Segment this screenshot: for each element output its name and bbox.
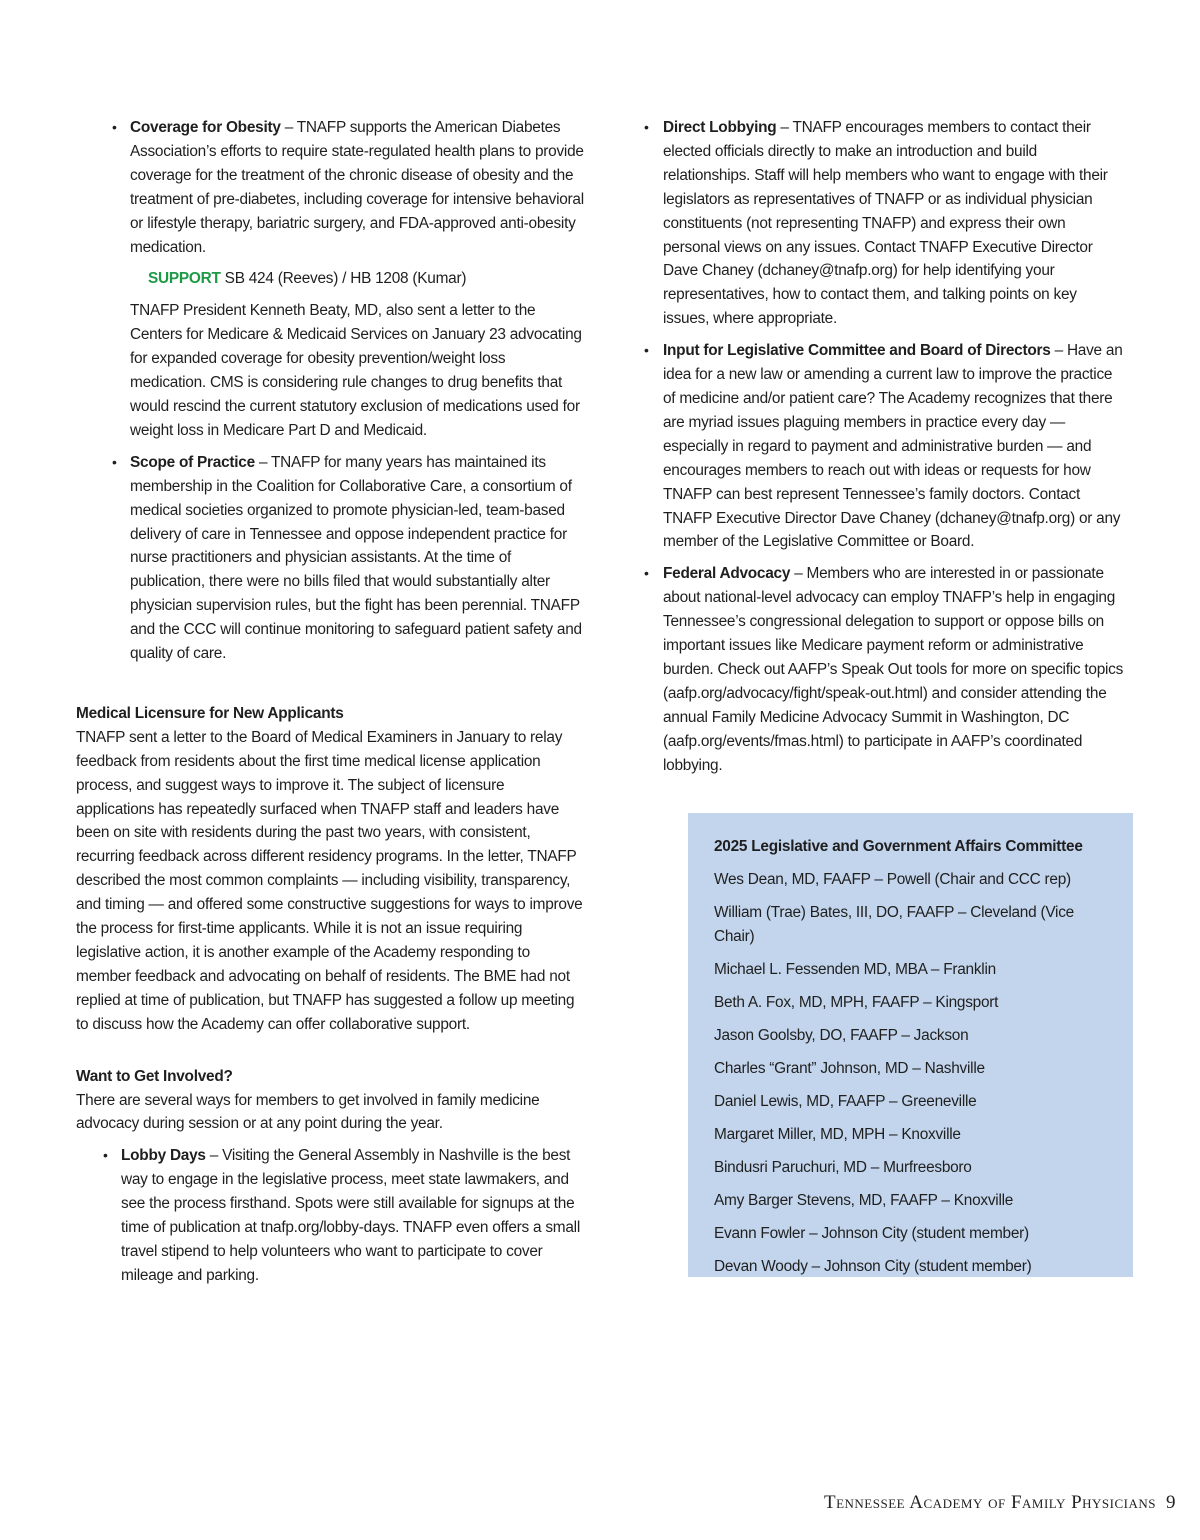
involved-heading: Want to Get Involved? xyxy=(76,1067,233,1085)
left-column xyxy=(76,116,584,1296)
support-label: SUPPORT xyxy=(148,270,221,288)
page-footer xyxy=(824,1492,1176,1514)
federal-advocacy-item xyxy=(636,562,1126,777)
direct-lobbying-text xyxy=(663,116,1126,331)
lobby-days-title: Lobby Days xyxy=(121,1147,206,1165)
page-number: 9 xyxy=(1166,1492,1176,1513)
federal-advocacy-body: – Members who are interested in or passionate about national-level advocacy can employ TNAFP’s help in engaging Tennessee’s congressional delegation to support or oppose bills on important issues like Medicare payment reform or administrative burden. Check out AAFP’s Speak Out tools for more on specific topics (aafp.org/advocacy/fight/speak-out.html) and consider attending the annual Family Medicine Advocacy Summit in Washington, DC (aafp.org/events/fmas.html) to participate in AAFP’s coordinated lobbying. xyxy=(663,565,1124,774)
bullet-icon: • xyxy=(644,565,649,582)
committee-member: Beth A. Fox, MD, MPH, FAAFP – Kingsport xyxy=(714,994,999,1011)
lobby-days-item xyxy=(76,1144,584,1287)
committee-title: 2025 Legislative and Government Affairs Committee xyxy=(714,838,1083,855)
direct-lobbying-body: – TNAFP encourages members to contact their elected officials directly to make an introduction and build relationships. Staff will help members who want to engage with their legislators as representatives of TNAFP or as individual physician constituents (not representing TNAFP) and express their own personal views on any issues. Contact TNAFP Executive Director Dave Chaney (dchaney@tnafp.org) for help identifying your representatives, how to contact them, and talking points on key issues, where appropriate. xyxy=(663,119,1108,328)
licensure-body: TNAFP sent a letter to the Board of Medical Examiners in January to relay feedback from residents about the first time medical license application process, and suggest ways to improve it. The subject of licensure applications has repeatedly surfaced when TNAFP staff and leaders have been on site with residents during the past two years, with consistent, recurring feedback across different residency programs. In the letter, TNAFP described the most common complaints — including visibility, transparency, and timing — and offered some constructive suggestions for ways to improve the process for first-time applicants. While it is not an issue requiring legislative action, it is another example of the Academy responding to member feedback and advocating on behalf of residents. The BME had not replied at time of publication, but TNAFP has suggested a follow up meeting to discuss how the Academy can offer collaborative support. xyxy=(76,728,583,1033)
scope-item xyxy=(76,451,584,666)
scope-body: – TNAFP for many years has maintained its membership in the Coalition for Collaborative Care, a consortium of medical societies organized to promote physician-led, team-based delivery of care in Tennessee and oppose independent practice for nurse practitioners and physician assistants. At the time of publication, there were no bills filed that would substantially alter physician supervision rules, but the fight has been perennial. TNAFP and the CCC will continue monitoring to safeguard patient safety and quality of care. xyxy=(130,453,582,663)
bullet-icon: • xyxy=(644,342,649,359)
committee-member: Devan Woody – Johnson City (student member) xyxy=(714,1258,1032,1275)
input-text xyxy=(663,339,1126,554)
involved-intro: There are several ways for members to get involved in family medicine advocacy during session or at any point during the year. xyxy=(76,1091,540,1133)
support-line xyxy=(76,267,584,291)
obesity-text xyxy=(130,116,584,259)
committee-member: Margaret Miller, MD, MPH – Knoxville xyxy=(714,1126,961,1143)
licensure-heading: Medical Licensure for New Applicants xyxy=(76,704,344,722)
committee-member: Bindusri Paruchuri, MD – Murfreesboro xyxy=(714,1159,972,1176)
bullet-icon: • xyxy=(112,119,117,135)
committee-member: Charles “Grant” Johnson, MD – Nashville xyxy=(714,1060,985,1077)
direct-lobbying-title: Direct Lobbying xyxy=(663,119,777,136)
input-title: Input for Legislative Committee and Board of Directors xyxy=(663,342,1051,360)
federal-advocacy-text xyxy=(663,562,1126,777)
obesity-item xyxy=(76,116,584,259)
committee-member: Daniel Lewis, MD, FAAFP – Greeneville xyxy=(714,1093,977,1110)
committee-member: Amy Barger Stevens, MD, FAAFP – Knoxville xyxy=(714,1192,1014,1209)
direct-lobbying-item xyxy=(636,116,1126,331)
obesity-title: Coverage for Obesity xyxy=(130,119,281,136)
committee-member: Wes Dean, MD, FAAFP – Powell (Chair and CCC rep) xyxy=(714,871,1071,888)
right-column xyxy=(636,116,1126,785)
lobby-days-text xyxy=(121,1144,584,1287)
bullet-icon: • xyxy=(103,1147,108,1164)
scope-title: Scope of Practice xyxy=(130,453,255,471)
committee-member: Michael L. Fessenden MD, MBA – Franklin xyxy=(714,961,996,978)
bullet-icon: • xyxy=(644,119,649,135)
input-body: – Have an idea for a new law or amending a current law to improve the practice of medicine and/or patient care? The Academy recognizes that there are myriad issues plaguing members in practice every day — especially in regard to payment and administrative burden — and encourages members to reach out with ideas or requests for how TNAFP can best represent Tennessee’s family doctors. Contact TNAFP Executive Director Dave Chaney (dchaney@tnafp.org) or any member of the Legislative Committee or Board. xyxy=(663,342,1123,551)
federal-advocacy-title: Federal Advocacy xyxy=(663,565,791,583)
committee-member: William (Trae) Bates, III, DO, FAAFP – Cleveland (Vice Chair) xyxy=(714,904,1074,945)
scope-text xyxy=(130,451,584,666)
obesity-body: – TNAFP supports the American Diabetes Association’s efforts to require state-regulated health plans to provide coverage for the treatment of the chronic disease of obesity and the treatment of pre-diabetes, including coverage for intensive behavioral or lifestyle therapy, bariatric surgery, and FDA-approved anti-obesity medication. xyxy=(130,119,584,256)
obesity-followup: TNAFP President Kenneth Beaty, MD, also sent a letter to the Centers for Medicare & Medicaid Services on January 23 advocating for expanded coverage for obesity prevention/weight loss medication. CMS is considering rule changes to drug benefits that would rescind the current statutory exclusion of medications used for weight loss in Medicare Part D and Medicaid. xyxy=(130,302,582,439)
committee-box xyxy=(688,813,1133,1277)
input-item xyxy=(636,339,1126,554)
lobby-days-body: – Visiting the General Assembly in Nashville is the best way to engage in the legislative process, meet state lawmakers, and see the process firsthand. Spots were still available for signups at the time of publication at tnafp.org/lobby-days. TNAFP even offers a small travel stipend to help volunteers who want to participate to cover mileage and parking. xyxy=(121,1147,581,1284)
publication-name: Tennessee Academy of Family Physicians xyxy=(823,1492,1156,1513)
committee-member: Evann Fowler – Johnson City (student member) xyxy=(714,1225,1029,1242)
support-bills: SB 424 (Reeves) / HB 1208 (Kumar) xyxy=(220,270,467,288)
bullet-icon: • xyxy=(112,453,117,470)
committee-member: Jason Goolsby, DO, FAAFP – Jackson xyxy=(714,1027,969,1044)
